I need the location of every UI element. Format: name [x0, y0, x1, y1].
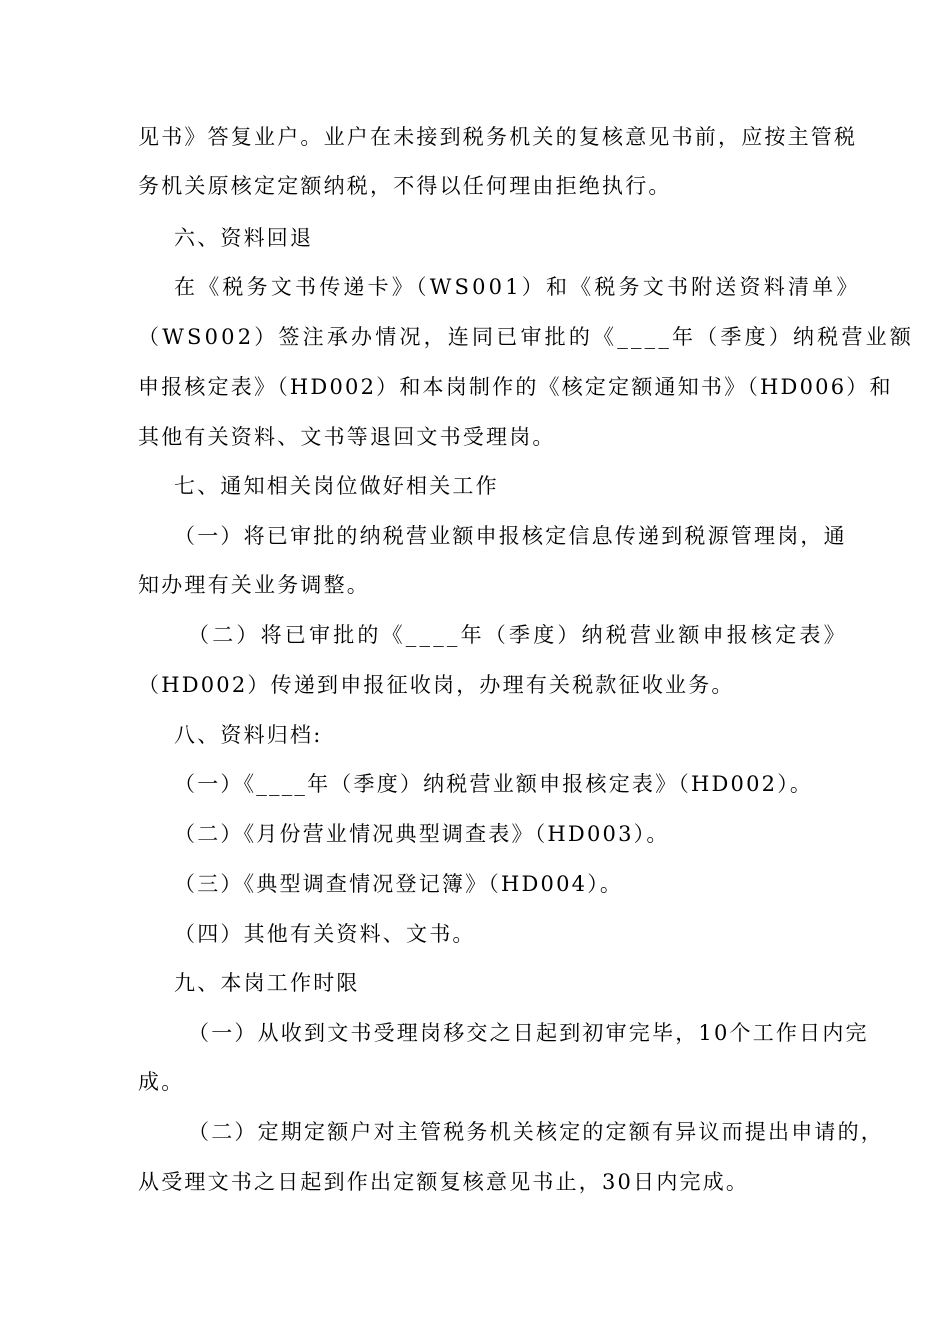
paragraph-line: 见书》答复业户。业户在未接到税务机关的复核意见书前，应按主管税: [138, 125, 858, 149]
section-heading: 九、本岗工作时限: [174, 971, 360, 995]
paragraph-line: 务机关原核定定额纳税，不得以任何理由拒绝执行。: [138, 174, 672, 198]
paragraph-line: 在《税务文书传递卡》（WS001）和《税务文书附送资料清单》: [174, 275, 861, 299]
list-item: （三）《典型调查情况登记簿》（HD004）。: [174, 872, 624, 896]
paragraph-line: 申报核定表》（HD002）和本岗制作的《核定定额通知书》（HD006）和: [138, 375, 893, 399]
list-item: （四）其他有关资料、文书。: [174, 922, 476, 946]
paragraph-line: （HD002）传递到申报征收岗，办理有关税款征收业务。: [138, 673, 735, 697]
list-item: （一）《____年（季度）纳税营业额申报核定表》（HD002）。: [174, 772, 814, 796]
paragraph-line: 知办理有关业务调整。: [138, 573, 370, 597]
paragraph-line: 从受理文书之日起到作出定额复核意见书止，30日内完成。: [138, 1170, 750, 1194]
paragraph-line: （二）将已审批的《____年（季度）纳税营业额申报核定表》: [188, 623, 848, 647]
paragraph-line: （一）从收到文书受理岗移交之日起到初审完毕，10个工作日内完: [188, 1021, 869, 1045]
section-heading: 六、资料回退: [174, 226, 314, 250]
section-heading: 七、通知相关岗位做好相关工作: [174, 474, 499, 498]
paragraph-line: （二）定期定额户对主管税务机关核定的定额有异议而提出申请的，: [188, 1120, 884, 1144]
paragraph-line: （WS002）签注承办情况，连同已审批的《____年（季度）纳税营业额: [138, 325, 915, 349]
section-heading: 八、资料归档:: [174, 723, 323, 747]
list-item: （二）《月份营业情况典型调查表》（HD003）。: [174, 822, 670, 846]
paragraph-line: （一）将已审批的纳税营业额申报核定信息传递到税源管理岗，通: [174, 524, 847, 548]
paragraph-line: 成。: [138, 1070, 185, 1094]
paragraph-line: 其他有关资料、文书等退回文书受理岗。: [138, 425, 556, 449]
